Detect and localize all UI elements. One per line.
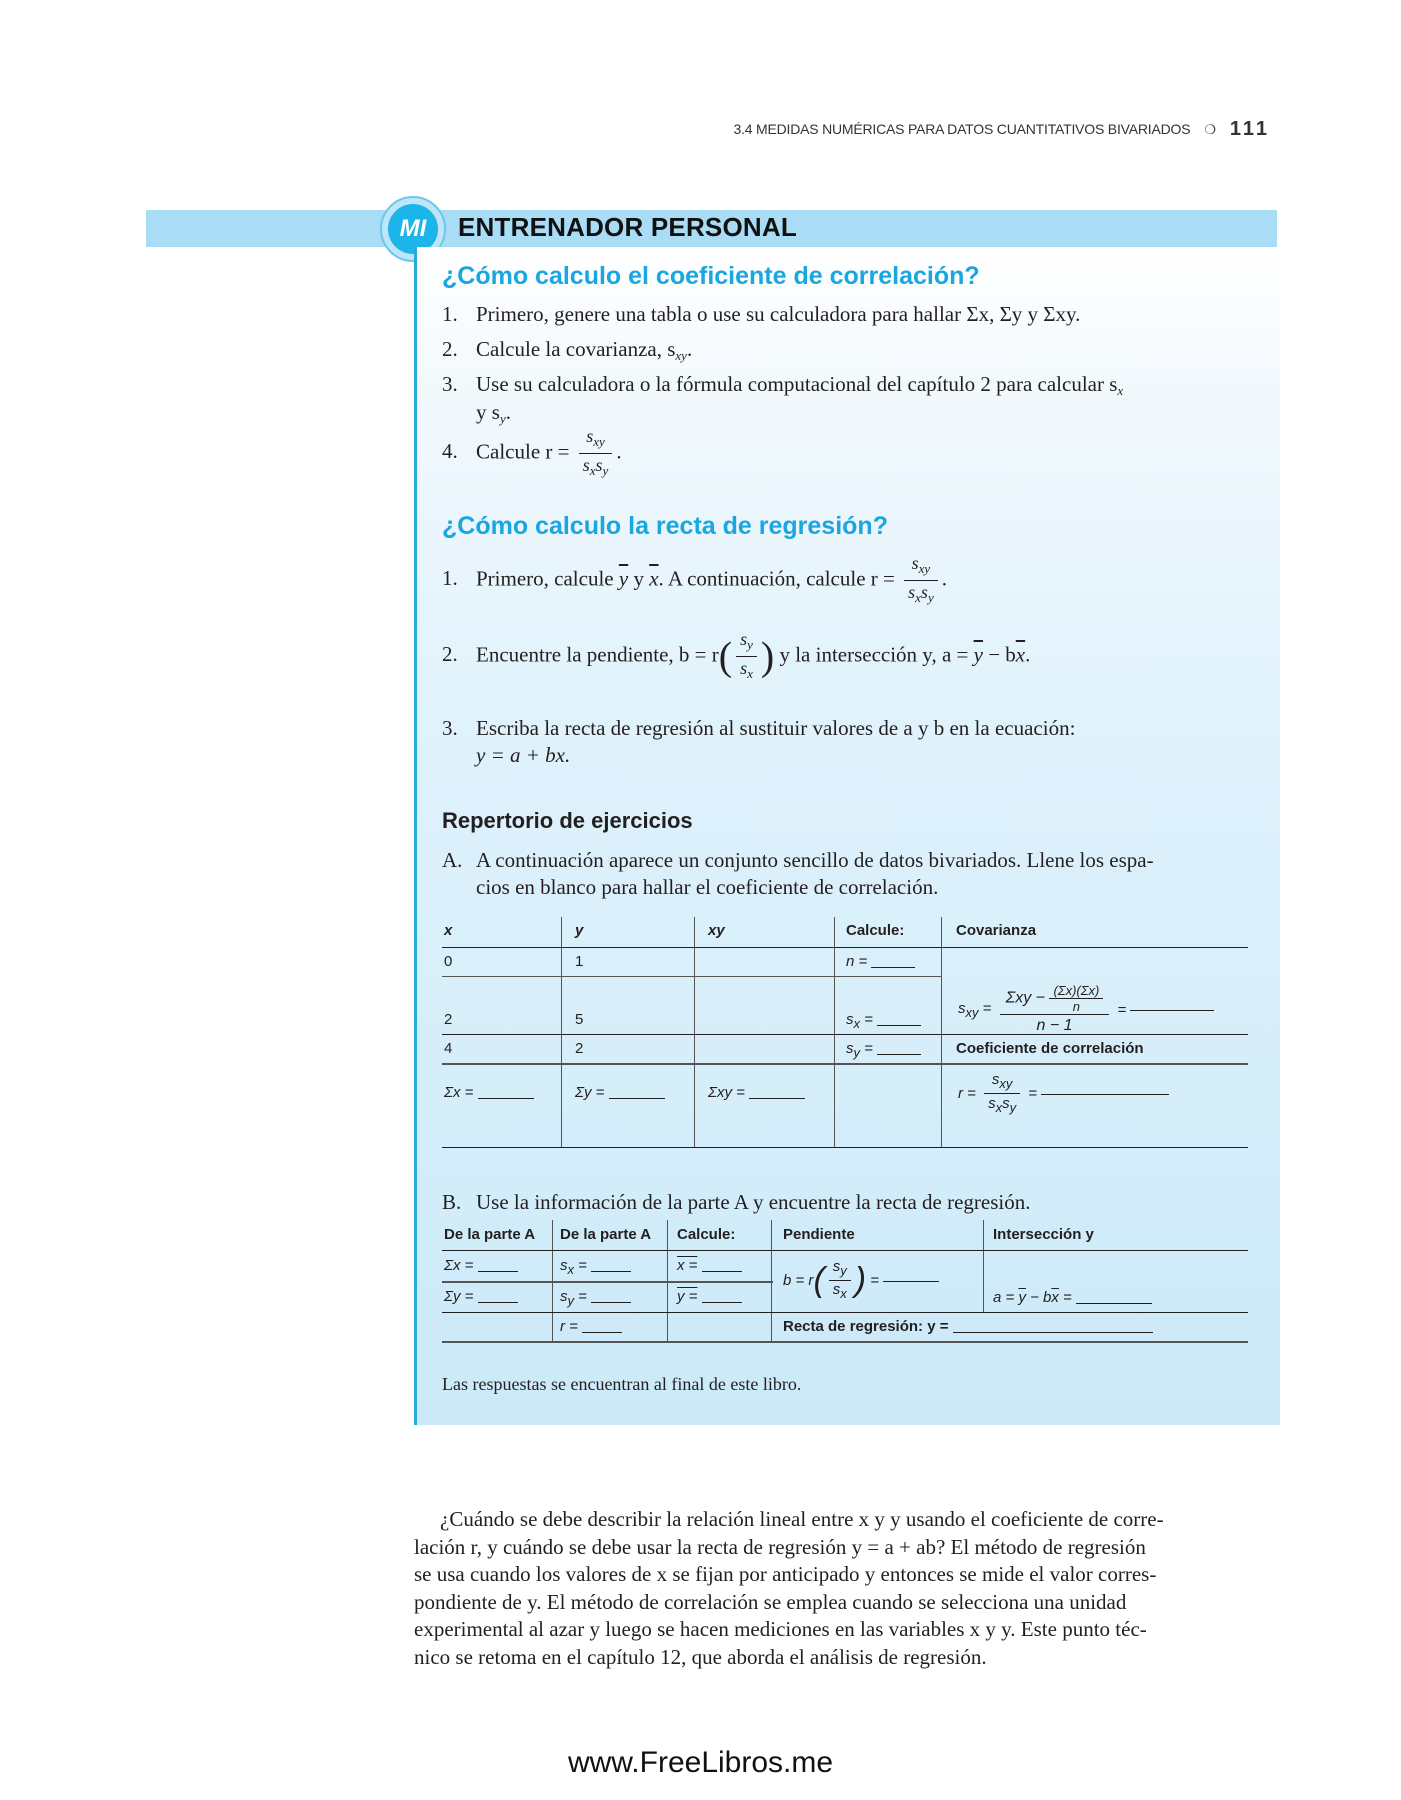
badge-label: MI (388, 204, 438, 254)
row3-x: 4 (444, 1040, 453, 1057)
col-calcule: Calcule: (846, 922, 905, 939)
col-pendiente: Pendiente (783, 1226, 855, 1243)
part-b-text: B. Use la información de la parte A y encuentre la recta de regresión. (442, 1190, 1031, 1214)
sum-y-field[interactable]: Σy = (575, 1084, 665, 1101)
col-from-a-1: De la parte A (444, 1226, 536, 1243)
b-r-field[interactable]: r = (560, 1318, 622, 1335)
col-interseccion: Intersección y (993, 1226, 1094, 1243)
r-formula-2: $\frac{s_{xy}}{s_xs_y}$ (904, 552, 938, 609)
circle-bullet-icon: ❍ (1204, 122, 1216, 137)
coach-panel (414, 247, 1280, 1425)
row1-y: 1 (575, 953, 584, 970)
sum-xy-field[interactable]: Σxy = (708, 1084, 805, 1101)
banner-title: ENTRENADOR PERSONAL (458, 212, 797, 242)
xbar-field[interactable]: x = (677, 1257, 742, 1274)
b-sum-y-field[interactable]: Σy = (444, 1288, 518, 1305)
row3-y: 2 (575, 1040, 584, 1057)
col-from-a-2: De la parte A (560, 1226, 652, 1243)
b-sx-field[interactable]: $s_x$ = (560, 1257, 631, 1277)
row2-y: 5 (575, 1011, 584, 1028)
sy-field[interactable]: $s_y$ = (846, 1040, 921, 1060)
col-y: y (575, 922, 584, 939)
reg-step-1: 1. Primero, calcule $\overline{y}$ y $\overline{x}$. A continuación, calcule r = $\frac{s_{xy}}{s_xs_y}$ . (442, 552, 947, 609)
ybar-field[interactable]: y = (677, 1288, 742, 1305)
regression-line-field[interactable]: Recta de regresión: y = (783, 1318, 1153, 1335)
watermark-link[interactable]: www.FreeLibros.me (567, 1746, 834, 1779)
col-xy: xy (708, 922, 725, 939)
r-formula: $\frac{s_{xy}}{s_xs_y}$ (579, 425, 613, 482)
col-x: x (444, 922, 453, 939)
n-field[interactable]: n = (846, 953, 915, 970)
corr-step-1: 1. Primero, genere una tabla o use su calculadora para hallar Σx, Σy y Σxy. (442, 302, 1081, 326)
section-title: 3.4 MEDIDAS NUMÉRICAS PARA DATOS CUANTITATIVOS BIVARIADOS (733, 121, 1191, 137)
running-head (700, 118, 1270, 141)
covariance-answer-field[interactable] (1130, 1009, 1214, 1011)
row2-x: 2 (444, 1011, 453, 1028)
correlation-label: Coeficiente de correlación (956, 1040, 1144, 1057)
reg-step-3-equation: y = a + bx. (476, 743, 571, 767)
b-sum-x-field[interactable]: Σx = (444, 1257, 518, 1274)
part-a-text: A. A continuación aparece un conjunto sencillo de datos bivariados. Llene los espa- (442, 848, 1154, 872)
body-paragraph: ¿Cuándo se debe describir la relación lineal entre x y y usando el coeficiente de corre- lación r, y cuándo se debe usar la recta de regresión y = a + ab? El método de regresión se usa cuando los valores de x se fijan por anticipado y entonces se mide el valor corres- pondiente de y. El método de correlación se emplea cuando se selecciona una unidad experimental al azar y luego se hacen mediciones en las variables x y y. Este punto téc- nico se retoma en el capítulo 12, que aborda el análisis de regresión. (414, 1507, 1164, 1669)
b-sy-field[interactable]: $s_y$ = (560, 1288, 631, 1308)
slope-field[interactable]: b = r( $\frac{s_y}{s_x}$ ) = (783, 1258, 939, 1303)
correlation-heading: ¿Cómo calculo el coeficiente de correlación? (442, 262, 980, 290)
exercises-heading: Repertorio de ejercicios (442, 808, 693, 833)
sum-x-field[interactable]: Σx = (444, 1084, 534, 1101)
corr-step-4: 4. Calcule r = $\frac{s_{xy}}{s_xs_y}$ . (442, 425, 622, 482)
answer-note: Las respuestas se encuentran al final de este libro. (442, 1374, 802, 1394)
corr-step-2: 2. Calcule la covarianza, $s_{xy}$. (442, 337, 693, 363)
reg-step-2: 2. Encuentre la pendiente, b = r( $\frac{s_y}{s_x}$ ) y la intersección y, $a = \overline{y} - b\overline{x}$. (442, 629, 1031, 681)
correlation-formula: r = $\frac{s_{xy}}{s_xs_y}$ = (958, 1070, 1169, 1117)
intercept-field[interactable]: $a = \overline{y} - b\overline{x}$ = (993, 1289, 1152, 1306)
corr-step-3-cont: y $s_y$. (476, 400, 511, 426)
covariance-formula: $s_{xy}$ = Σxy − $\frac{(\Sigma x)(\Sigma x)}{n}$ n − 1 = (958, 983, 1214, 1037)
part-a-text-2: cios en blanco para hallar el coeficiente de correlación. (476, 875, 939, 899)
col-covarianza: Covarianza (956, 922, 1037, 939)
corr-step-3: 3. Use su calculadora o la fórmula computacional del capítulo 2 para calcular $s_x$ (442, 372, 1124, 398)
regression-heading: ¿Cómo calculo la recta de regresión? (442, 512, 888, 540)
col-calcule-b: Calcule: (677, 1226, 736, 1243)
correlation-answer-field[interactable] (1041, 1093, 1169, 1095)
page-number: 111 (1229, 118, 1270, 140)
sx-field[interactable]: $s_x$ = (846, 1011, 921, 1031)
reg-step-3: 3. Escriba la recta de regresión al sustituir valores de a y b en la ecuación: (442, 716, 1076, 740)
row1-x: 0 (444, 953, 453, 970)
